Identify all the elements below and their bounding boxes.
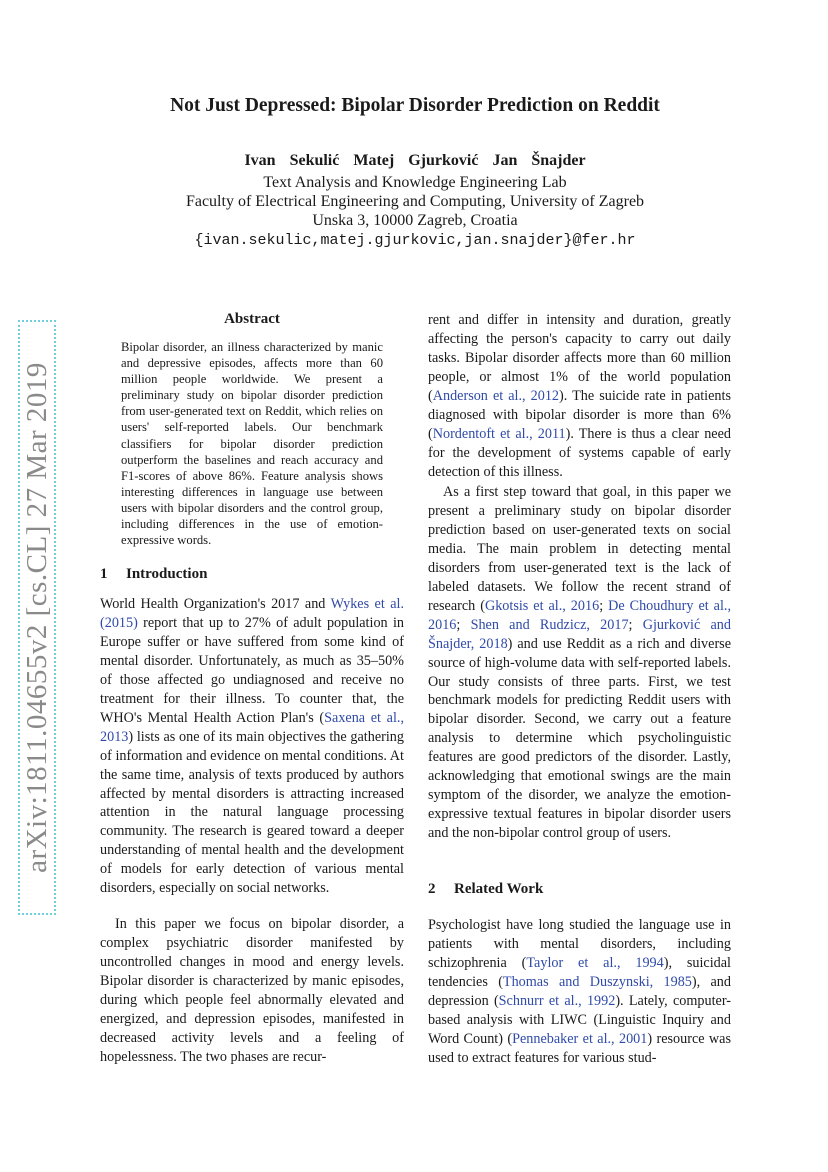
arxiv-identifier: arXiv:1811.04655v2 [cs.CL] 27 Mar 2019 — [20, 362, 53, 873]
section-title: Introduction — [126, 566, 208, 582]
intro-paragraph-1 — [100, 595, 404, 898]
text-run: World Health Organization's 2017 and — [100, 596, 331, 612]
text-run: ) lists as one of its main objectives the gathering of information and evidence on mental conditions. At the same time, analysis of texts produced by authors affected by mental disorders is attracting increased attention in the natural language processing community. The research is geared toward a deeper understanding of mental health and the development of models for early detection of various mental disorders, especially on social networks. — [100, 728, 404, 897]
text-run: ; — [599, 597, 609, 614]
text-run: ). The suicide rate in patients diagnosed with bipolar disorder is more than 6% ( — [428, 387, 731, 442]
section-heading-introduction — [100, 566, 207, 583]
text-run: ) and use Reddit as a rich and diverse source of high-volume data with self-reported labels. Our study consists of three parts. First, we test benchmark models for predicting Reddit users with bipolar disorder. Second, we carry out a feature analysis to determine which psycholinguistic features are good predictors of the disorder. Lastly, acknowledging that emotional swings are the main symptom of the disorder, we analyze the emotion-expressive textual features in bipolar disorder users and the non-bipolar control group of users. — [428, 635, 731, 842]
citation-link[interactable]: Nordentoft et al., 2011 — [432, 425, 566, 442]
text-run: ), suicidal tendencies ( — [428, 954, 731, 990]
author-list — [100, 152, 730, 170]
citation-link[interactable]: Saxena et al., 2013 — [100, 709, 404, 745]
citation-link[interactable]: Pennebaker et al., 2001 — [512, 1030, 648, 1047]
citation-link[interactable]: Gjurković and Šnajder, 2018 — [428, 616, 731, 652]
author-name: Matej Gjurković — [353, 152, 479, 169]
paper-title: Not Just Depressed: Bipolar Disorder Prediction on Reddit — [170, 95, 660, 116]
intro-paragraph-4 — [428, 483, 731, 843]
text-run: rent and differ in intensity and duration, greatly affecting the person's capacity to carry out daily tasks. Bipolar disorder affects more than 60 million people, or almost 1% of the world population ( — [428, 312, 731, 404]
text-run: ), and depression ( — [428, 973, 731, 1009]
section-heading-related-work — [428, 881, 543, 898]
section-title: Related Work — [454, 881, 544, 897]
text-run: As a first step toward that goal, in this paper we present a preliminary study on bipolar disorder prediction based on user-generated texts on social media. The main problem in detecting mental disorders from user-generated text is the lack of labeled datasets. We follow the recent strand of research ( — [428, 484, 731, 614]
author-name: Ivan Sekulić — [244, 152, 340, 169]
citation-link[interactable]: Gkotsis et al., 2016 — [484, 597, 600, 614]
citation-link[interactable]: Anderson et al., 2012 — [432, 387, 560, 404]
abstract-text: Bipolar disorder, an illness characterized by manic and depressive episodes, affects more than 60 million people worldwide. We present a preliminary study on bipolar disorder prediction from user-generated text on Reddit, which relies on users' self-reported labels. Our benchmark classifiers for bipolar disorder prediction outperform the baselines and reach accuracy and F1-scores of above 86%. Feature analysis shows interesting differences in language use between users with bipolar disorders and the control group, including differences in the use of emotion-expressive words. — [121, 340, 383, 548]
text-run: Psychologist have long studied the language use in patients with mental disorders, including schizophrenia ( — [428, 917, 731, 971]
citation-link[interactable]: Shen and Rudzicz, 2017 — [470, 616, 629, 633]
section-number: 1 — [100, 566, 108, 582]
text-run: report that up to 27% of adult population in Europe suffer or have suffered from some kind of mental disorder. Unfortunately, as much as 35–50% of those affected go undiagnosed and receive no treatment for their illness. To counter that, the WHO's Mental Health Action Plan's ( — [100, 614, 404, 726]
affiliation-address: Unska 3, 10000 Zagreb, Croatia — [312, 212, 518, 229]
intro-paragraph-3 — [428, 311, 731, 482]
intro-paragraph-2: In this paper we focus on bipolar disorder, a complex psychiatric disorder manifested by uncontrolled changes in mood and energy levels. Bipolar disorder is characterized by manic episodes, during which people feel abnormally elevated and energized, and depression episodes, manifested in decreased activity levels and a feeling of hopelessness. The two phases are recur- — [100, 916, 404, 1065]
text-run: ) resource was used to extract features for various stud- — [428, 1030, 731, 1066]
citation-link[interactable]: Schnurr et al., 1992 — [498, 992, 616, 1009]
text-run: ; — [628, 616, 643, 633]
related-paragraph-1 — [428, 916, 731, 1068]
abstract-heading: Abstract — [224, 311, 280, 327]
text-run: ; — [456, 616, 471, 633]
author-emails: {ivan.sekulic,matej.gjurkovic,jan.snajder}@fer.hr — [194, 232, 636, 249]
citation-link[interactable]: De Choudhury et al., 2016 — [428, 597, 731, 633]
citation-link[interactable]: Thomas and Duszynski, 1985 — [502, 973, 692, 990]
citation-link[interactable]: Taylor et al., 1994 — [526, 954, 664, 971]
author-name: Jan Šnajder — [492, 152, 586, 169]
text-run: ). Lately, computer-based analysis with LIWC (Linguistic Inquiry and Word Count) ( — [428, 992, 732, 1047]
arxiv-stamp — [18, 320, 56, 915]
section-number: 2 — [428, 881, 436, 897]
text-run: ). There is thus a clear need for the development of systems capable of early detection of this illness. — [428, 425, 731, 480]
affiliation-faculty: Faculty of Electrical Engineering and Computing, University of Zagreb — [185, 193, 645, 210]
affiliation-lab: Text Analysis and Knowledge Engineering Lab — [263, 174, 567, 191]
citation-link[interactable]: Wykes et al. (2015) — [100, 596, 404, 631]
